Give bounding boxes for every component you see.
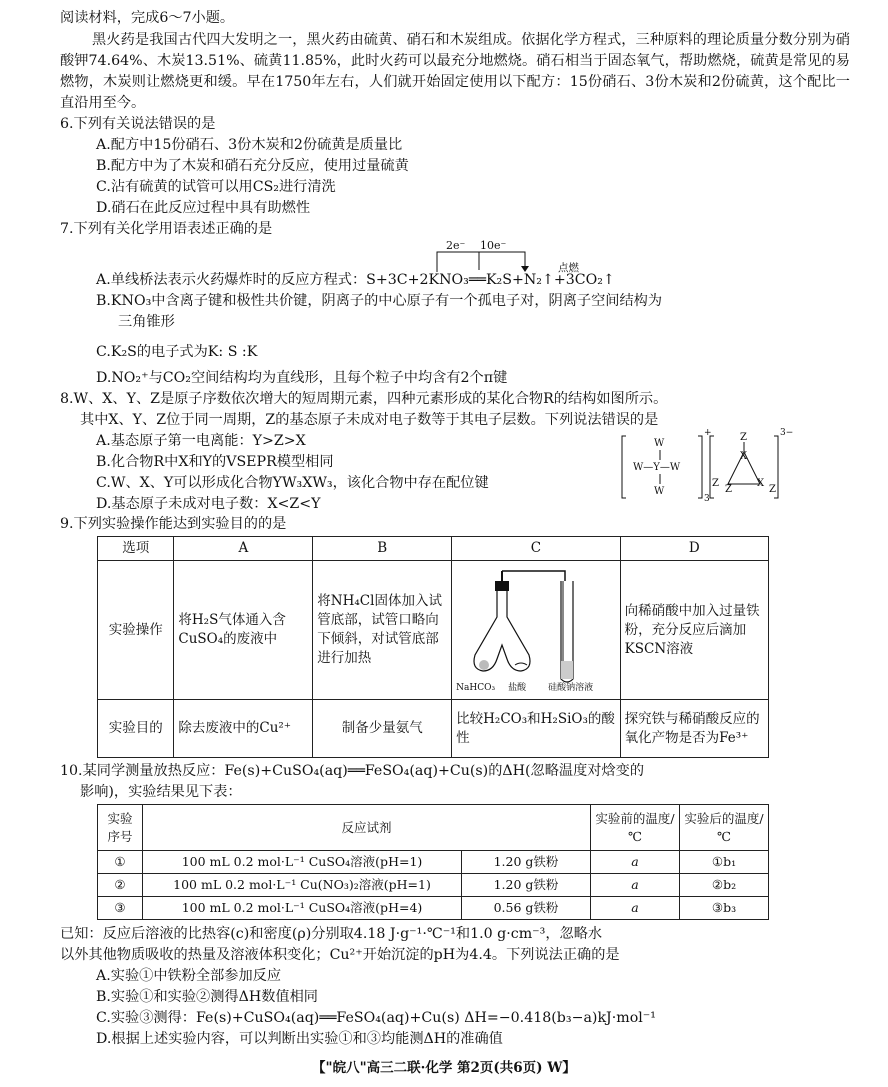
q7-option-c: C.K₂S的电子式为K: S :K — [96, 344, 258, 360]
q9-operation-c-apparatus — [452, 561, 621, 700]
q9-purpose-c: 比较H₂CO₃和H₂SiO₃的酸性 — [452, 700, 621, 758]
q8-option-b: B.化合物R中X和Y的VSEPR模型相同 — [96, 454, 334, 470]
q9-operation-a: 将H₂S气体通入含CuSO₄的废液中 — [174, 561, 313, 700]
q10-header-reagents: 反应试剂 — [143, 805, 591, 851]
q10-cell: 100 mL 0.2 mol·L⁻¹ Cu(NO₃)₂溶液(pH=1) — [143, 874, 462, 897]
q10-option-a: A.实验①中铁粉全部参加反应 — [96, 968, 282, 984]
q6-option-b: B.配方中为了木炭和硝石充分反应，使用过量硫黄 — [96, 158, 409, 174]
apparatus-label-nahco3: NaHCO₃ — [456, 683, 496, 693]
q10-cell: ② — [98, 874, 143, 897]
q9-header-b: B — [313, 537, 452, 561]
y-tube-apparatus — [457, 561, 615, 693]
q9-header-d: D — [620, 537, 768, 561]
struct-w-bottom: W — [654, 486, 665, 497]
q10-cell: ① — [98, 851, 143, 874]
q9-row-purpose-label: 实验目的 — [98, 700, 174, 758]
q8-stem-line2: 其中X、Y、Z位于同一周期，Z的基态原子未成对电子数等于其电子层数。下列说法错误的是 — [80, 412, 659, 428]
q9-operation-d: 向稀硝酸中加入过量铁粉，充分反应后滴加KSCN溶液 — [620, 561, 768, 700]
struct-left-charge: + — [704, 428, 712, 438]
struct-right-charge: 3− — [780, 428, 794, 438]
q8-option-c: C.W、X、Y可以形成化合物YW₃XW₃，该化合物中存在配位键 — [96, 475, 489, 491]
q10-cell: ③b₃ — [680, 897, 769, 920]
reaction-condition: 点燃 — [558, 262, 579, 274]
q7-option-b-line2: 三角锥形 — [118, 314, 175, 330]
q7-stem: 7.下列有关化学用语表述正确的是 — [60, 221, 273, 237]
q10-header-temp-after: 实验后的温度/℃ — [680, 805, 769, 851]
table-row — [98, 897, 769, 920]
struct-atom-x1: X — [740, 451, 748, 462]
q8-option-a: A.基态原子第一电离能：Y>Z>X — [96, 433, 306, 449]
q10-table — [97, 804, 769, 920]
q10-stem-line1: 10.某同学测量放热反应：Fe(s)+CuSO₄(aq)══FeSO₄(aq)+Cu(s)的ΔH(忽略温度对焓变的 — [60, 763, 645, 779]
struct-atom-z3: Z — [725, 484, 732, 495]
struct-atom-x2: X — [757, 478, 765, 489]
q10-header-temp-before: 实验前的温度/℃ — [591, 805, 680, 851]
q10-cell: a — [591, 851, 680, 874]
apparatus-label-hcl: 盐酸 — [508, 683, 527, 693]
table-row — [98, 851, 769, 874]
q9-header-a: A — [174, 537, 313, 561]
struct-w-top: W — [654, 438, 665, 449]
q8-option-d: D.基态原子未成对电子数：X<Z<Y — [96, 496, 321, 512]
q7-option-b-line1: B.KNO₃中含离子键和极性共价键，阴离子的中心原子有一个孤电子对，阴离子空间结构为 — [96, 293, 663, 309]
reading-heading: 阅读材料，完成6～7小题。 — [60, 10, 235, 26]
q9-table — [97, 536, 769, 758]
q10-option-d: D.根据上述实验内容，可以判断出实验①和③均能测ΔH的准确值 — [96, 1031, 503, 1047]
q6-option-c: C.沾有硫黄的试管可以用CS₂进行清洗 — [96, 179, 336, 195]
reading-paragraph: 黑火药是我国古代四大发明之一，黑火药由硫黄、硝石和木炭组成。依据化学方程式，三种原料的理论质量分数分别为硝酸钾74.64%、木炭13.51%、硫黄11.85%，此时火药可以最充分地燃烧。硝石相当于固态氧气，帮助燃烧，硫黄是常见的易燃物，木炭则让燃烧更和缓。早在1750年左右，人们就开始固定使用以下配方：15份硝石、3份木炭和2份硫黄，这个配比一直沿用至今。 — [60, 32, 850, 111]
q9-purpose-a: 除去废液中的Cu²⁺ — [174, 700, 313, 758]
q10-note-line1: 已知：反应后溶液的比热容(c)和密度(ρ)分别取4.18 J·g⁻¹·℃⁻¹和1.0 g·cm⁻³，忽略水 — [60, 926, 603, 942]
q9-stem: 9.下列实验操作能达到实验目的的是 — [60, 516, 287, 532]
struct-w-y-w: W—Y—W — [633, 462, 681, 473]
q9-purpose-d: 探究铁与稀硝酸反应的氧化产物是否为Fe³⁺ — [620, 700, 768, 758]
q10-cell: 100 mL 0.2 mol·L⁻¹ CuSO₄溶液(pH=4) — [143, 897, 462, 920]
q10-note-line2: 以外其他物质吸收的热量及溶液体积变化；Cu²⁺开始沉淀的pH为4.4。下列说法正确的是 — [60, 947, 620, 963]
q10-cell: ②b₂ — [680, 874, 769, 897]
q9-header-option: 选项 — [98, 537, 174, 561]
q10-cell: 100 mL 0.2 mol·L⁻¹ CuSO₄溶液(pH=1) — [143, 851, 462, 874]
q6-stem: 6.下列有关说法错误的是 — [60, 116, 216, 132]
q10-cell: ①b₁ — [680, 851, 769, 874]
q10-stem-line2: 影响)，实验结果见下表： — [80, 784, 242, 800]
q7-option-a: A.单线桥法表示火药爆炸时的反应方程式：S+3C+2KNO₃══K₂S+N₂↑+3CO₂↑ — [96, 272, 615, 288]
q10-cell: 1.20 g铁粉 — [462, 874, 591, 897]
q10-cell: 0.56 g铁粉 — [462, 897, 591, 920]
q7-option-d: D.NO₂⁺与CO₂空间结构均为直线形，且每个粒子中均含有2个π键 — [96, 370, 508, 386]
page-footer: 【"皖八"高三二联·化学 第2页(共6页) W】 — [312, 1060, 576, 1076]
struct-atom-z4: Z — [769, 484, 776, 495]
table-row — [98, 874, 769, 897]
struct-left-count: 3 — [704, 494, 710, 504]
bridge-label-2e: 2e⁻ — [446, 239, 466, 252]
q9-purpose-b: 制备少量氨气 — [313, 700, 452, 758]
struct-atom-z2: Z — [712, 478, 719, 489]
q10-cell: 1.20 g铁粉 — [462, 851, 591, 874]
q8-stem-line1: 8.W、X、Y、Z是原子序数依次增大的短周期元素，四种元素形成的某化合物R的结构如图所示。 — [60, 391, 668, 407]
q10-cell: ③ — [98, 897, 143, 920]
q10-option-b: B.实验①和实验②测得ΔH数值相同 — [96, 989, 318, 1005]
apparatus-label-na2sio3: 硅酸钠溶液 — [548, 683, 594, 693]
q6-option-d: D.硝石在此反应过程中具有助燃性 — [96, 200, 311, 216]
q9-row-operation-label: 实验操作 — [98, 561, 174, 700]
q10-cell: a — [591, 874, 680, 897]
q10-option-c: C.实验③测得：Fe(s)+CuSO₄(aq)══FeSO₄(aq)+Cu(s) ΔH=−0.418(b₃−a)kJ·mol⁻¹ — [96, 1010, 656, 1026]
q10-header-no: 实验序号 — [98, 805, 143, 851]
q10-cell: a — [591, 897, 680, 920]
q6-option-a: A.配方中15份硝石、3份木炭和2份硫黄是质量比 — [96, 137, 403, 153]
q9-header-c: C — [452, 537, 621, 561]
bridge-label-10e: 10e⁻ — [480, 239, 507, 252]
struct-atom-z1: Z — [740, 432, 747, 443]
q9-operation-b: 将NH₄Cl固体加入试管底部，试管口略向下倾斜，对试管底部进行加热 — [313, 561, 452, 700]
